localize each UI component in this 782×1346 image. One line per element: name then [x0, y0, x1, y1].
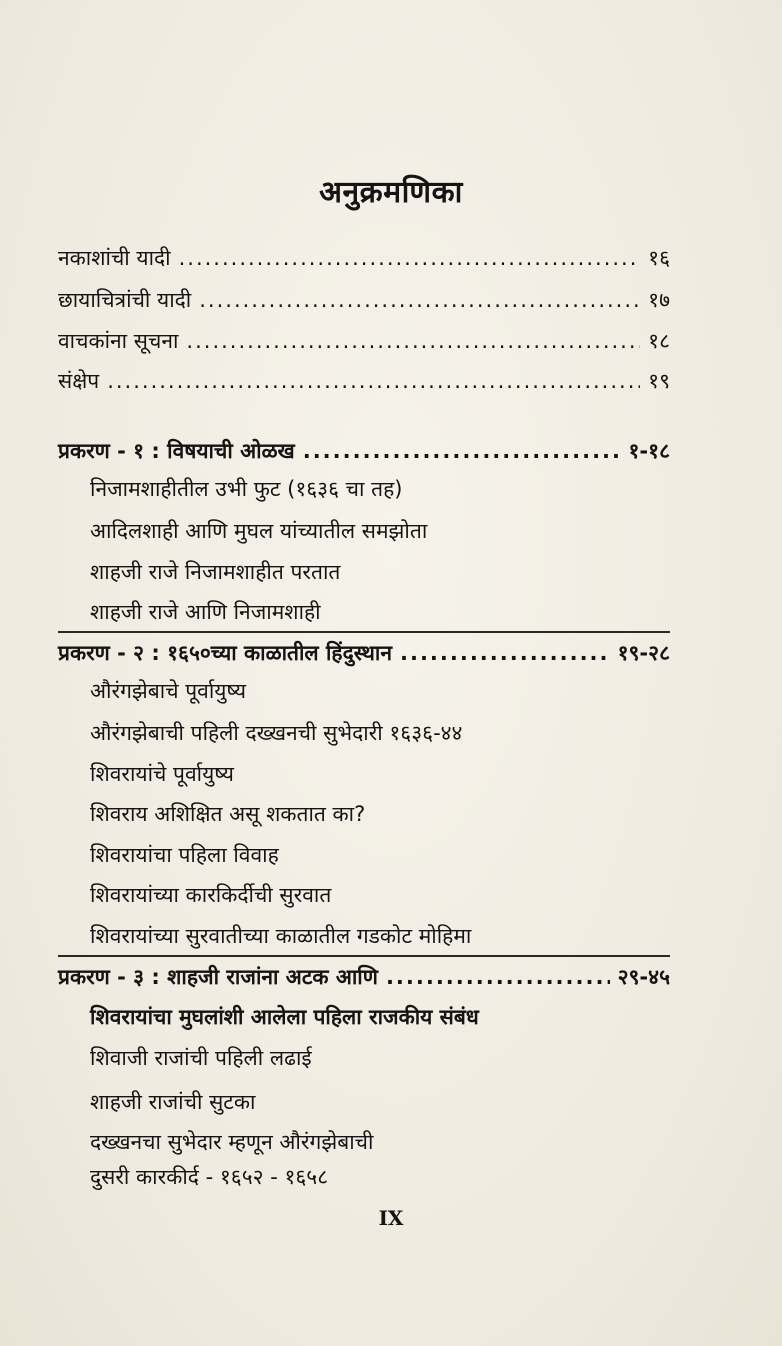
toc-entry-abbreviations[interactable]: [58, 367, 670, 403]
toc-subitem[interactable]: शिवरायांचे पूर्वायुष्य: [90, 762, 234, 786]
page-number: IX: [378, 1206, 404, 1230]
toc-entry-page: १८: [648, 329, 670, 353]
toc-subitem[interactable]: शिवरायांच्या सुरवातीच्या काळातील गडकोट मोहिमा: [90, 924, 472, 948]
toc-subitem[interactable]: औरंगझेबाची पहिली दख्खनची सुभेदारी १६३६-४४: [90, 721, 463, 745]
chapter-pages: १-१८: [628, 439, 670, 463]
toc-subitem[interactable]: निजामशाहीतील उभी फुट (१६३६ चा तह): [90, 477, 403, 501]
section-divider: [58, 631, 670, 633]
leader-dots: [386, 965, 610, 989]
toc-subitem[interactable]: शिवरायांचा मुघलांशी आलेला पहिला राजकीय संबंध: [90, 1005, 479, 1029]
toc-entry-page: १७: [648, 288, 670, 312]
leader-dots: [400, 641, 610, 665]
toc-subitem[interactable]: दुसरी कारकीर्द - १६५२ - १६५८: [90, 1165, 329, 1189]
toc-chapter-3[interactable]: [58, 963, 670, 999]
toc-entry-page: १६: [648, 246, 670, 270]
toc-entry-label: संक्षेप: [58, 369, 100, 393]
toc-subitem[interactable]: दख्खनचा सुभेदार म्हणून औरंगझेबाची: [90, 1130, 374, 1154]
chapter-label: प्रकरण - ३ : शाहजी राजांना अटक आणि: [58, 965, 378, 989]
toc-entry-maps[interactable]: [58, 244, 670, 280]
toc-subitem[interactable]: शिवरायांच्या कारकिर्दीची सुरवात: [90, 883, 332, 907]
chapter-pages: १९-२८: [617, 641, 670, 665]
toc-subitem[interactable]: शिवाजी राजांची पहिली लढाई: [90, 1046, 312, 1070]
toc-subitem[interactable]: आदिलशाही आणि मुघल यांच्यातील समझोता: [90, 519, 428, 543]
leader-dots: [107, 369, 640, 393]
chapter-label: प्रकरण - २ : १६५०च्या काळातील हिंदुस्थान: [58, 641, 392, 665]
toc-subitem[interactable]: शिवराय अशिक्षित असू शकतात का?: [90, 802, 366, 826]
leader-dots: [303, 439, 621, 463]
toc-subitem[interactable]: शाहजी राजांची सुटका: [90, 1090, 256, 1114]
leader-dots: [199, 288, 640, 312]
toc-subitem[interactable]: शिवरायांचा पहिला विवाह: [90, 843, 279, 867]
toc-entry-label: छायाचित्रांची यादी: [58, 288, 192, 312]
toc-subitem[interactable]: शाहजी राजे निजामशाहीत परतात: [90, 560, 341, 584]
toc-chapter-2[interactable]: [58, 639, 670, 675]
page-title: अनुक्रमणिका: [319, 175, 463, 210]
leader-dots: [179, 246, 641, 270]
toc-entry-photos[interactable]: [58, 286, 670, 322]
chapter-label: प्रकरण - १ : विषयाची ओळख: [58, 439, 295, 463]
toc-entry-notes[interactable]: [58, 327, 670, 363]
section-divider: [58, 955, 670, 957]
toc-entry-label: वाचकांना सूचना: [58, 329, 179, 353]
toc-subitem[interactable]: औरंगझेबाचे पूर्वायुष्य: [90, 679, 247, 703]
toc-subitem[interactable]: शाहजी राजे आणि निजामशाही: [90, 600, 321, 624]
chapter-pages: २९-४५: [617, 965, 670, 989]
toc-chapter-1[interactable]: [58, 437, 670, 473]
leader-dots: [186, 329, 640, 353]
toc-entry-label: नकाशांची यादी: [58, 246, 171, 270]
toc-entry-page: १९: [648, 369, 670, 393]
